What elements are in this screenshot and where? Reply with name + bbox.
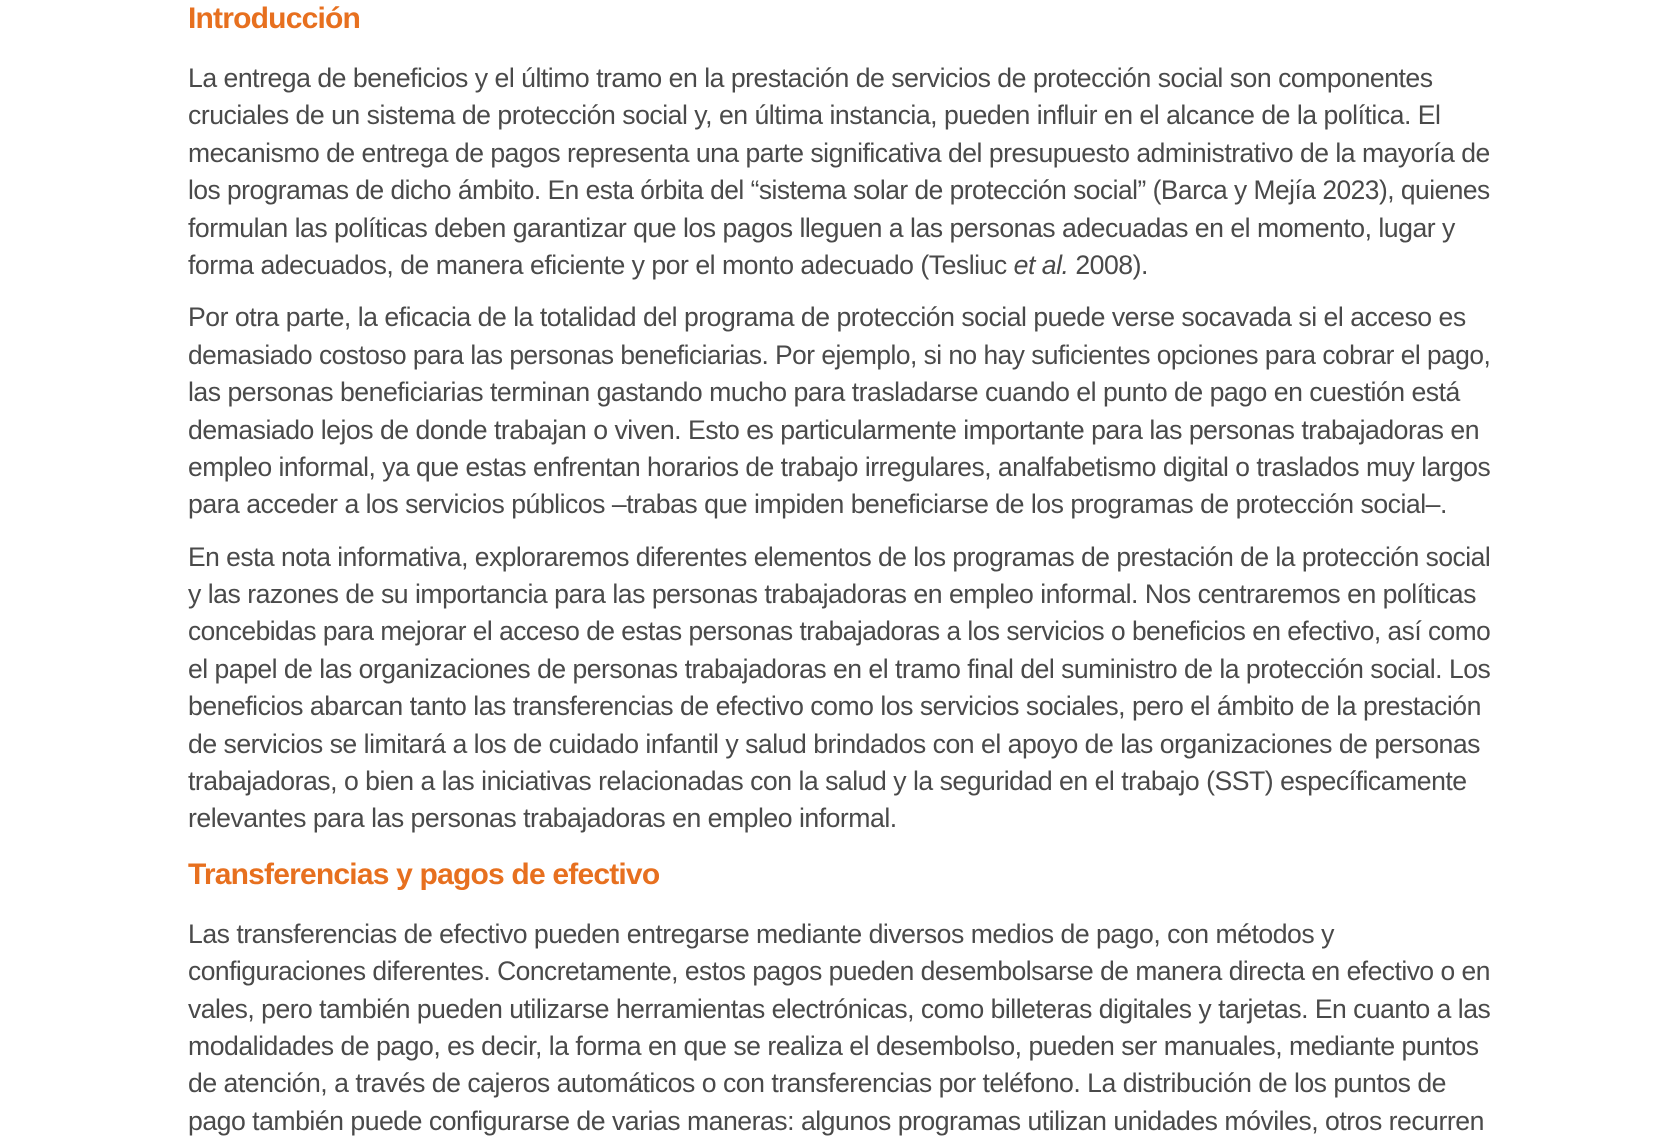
text-line: y las razones de su importancia para las personas trabajadoras en empleo informal. Nos centraremos en políticas (188, 579, 1476, 610)
text-line: relevantes para las personas trabajadoras en empleo informal. (188, 803, 897, 834)
text-line: forma adecuados, de manera eficiente y por el monto adecuado (Tesliuc et al. 2008). (188, 249, 1148, 280)
text-line: para acceder a los servicios públicos –trabas que impiden beneficiarse de los programas de protección social–. (188, 489, 1447, 520)
text-line: las personas beneficiarias terminan gastando mucho para trasladarse cuando el punto de pago en cuestión está (188, 377, 1460, 408)
paragraph-intro-1 (188, 60, 1508, 284)
section-heading-transferencias: Transferencias y pagos de efectivo (188, 857, 660, 891)
text-line: de atención, a través de cajeros automáticos o con transferencias por teléfono. La distribución de los puntos de (188, 1068, 1446, 1099)
text-line: vales, pero también pueden utilizarse herramientas electrónicas, como billeteras digitales y tarjetas. En cuanto a las (188, 993, 1491, 1024)
text-line: pago también puede configurarse de varias maneras: algunos programas utilizan unidades móviles, otros recurren (188, 1105, 1484, 1136)
text-line: beneficios abarcan tanto las transferencias de efectivo como los servicios sociales, pero el ámbito de la prestación (188, 691, 1481, 722)
text-line: Las transferencias de efectivo pueden entregarse mediante diversos medios de pago, con métodos y (188, 918, 1334, 949)
section-introduccion (188, 2, 1508, 838)
text-line: el papel de las organizaciones de personas trabajadoras en el tramo final del suministro de la protección social. Los (188, 653, 1491, 684)
text-line: La entrega de beneficios y el último tramo en la prestación de servicios de protección social son componentes (188, 63, 1433, 93)
section-heading-introduccion: Introducción (188, 2, 361, 35)
text-line: de servicios se limitará a los de cuidado infantil y salud brindados con el apoyo de las organizaciones de personas (188, 728, 1480, 759)
text-line: concebidas para mejorar el acceso de estas personas trabajadoras a los servicios o beneficios en efectivo, así como (188, 616, 1491, 647)
text-line: mecanismo de entrega de pagos representa una parte significativa del presupuesto administrativo de la mayoría de (188, 137, 1490, 168)
document-page (188, 0, 1508, 1140)
text-line: demasiado lejos de donde trabajan o viven. Esto es particularmente importante para las personas trabajadoras en (188, 414, 1480, 445)
text-line: En esta nota informativa, exploraremos diferentes elementos de los programas de prestación de la protección social (188, 541, 1491, 572)
text-line: modalidades de pago, es decir, la forma en que se realiza el desembolso, pueden ser manuales, mediante puntos (188, 1030, 1479, 1061)
text-line: empleo informal, ya que estas enfrentan horarios de trabajo irregulares, analfabetismo digital o traslados muy largos (188, 451, 1491, 482)
text-line: trabajadoras, o bien a las iniciativas relacionadas con la salud y la seguridad en el trabajo (SST) específicamente (188, 766, 1467, 797)
text-line: los programas de dicho ámbito. En esta órbita del “sistema solar de protección social” (Barca y Mejía 2023), quienes (188, 175, 1490, 206)
paragraph-intro-2 (188, 299, 1508, 523)
text-line: Por otra parte, la eficacia de la totalidad del programa de protección social puede verse socavada si el acceso es (188, 302, 1466, 333)
text-line: configuraciones diferentes. Concretamente, estos pagos pueden desembolsarse de manera directa en efectivo o en (188, 956, 1490, 987)
text-line: cruciales de un sistema de protección social y, en última instancia, pueden influir en el alcance de la política. El (188, 100, 1441, 131)
paragraph-transferencias-1 (188, 916, 1508, 1140)
paragraph-intro-3 (188, 539, 1508, 838)
section-transferencias (188, 858, 1508, 1140)
text-line: demasiado costoso para las personas beneficiarias. Por ejemplo, si no hay suficientes opciones para cobrar el pago, (188, 339, 1491, 370)
text-line: formulan las políticas deben garantizar que los pagos lleguen a las personas adecuadas en el momento, lugar y (188, 212, 1455, 243)
